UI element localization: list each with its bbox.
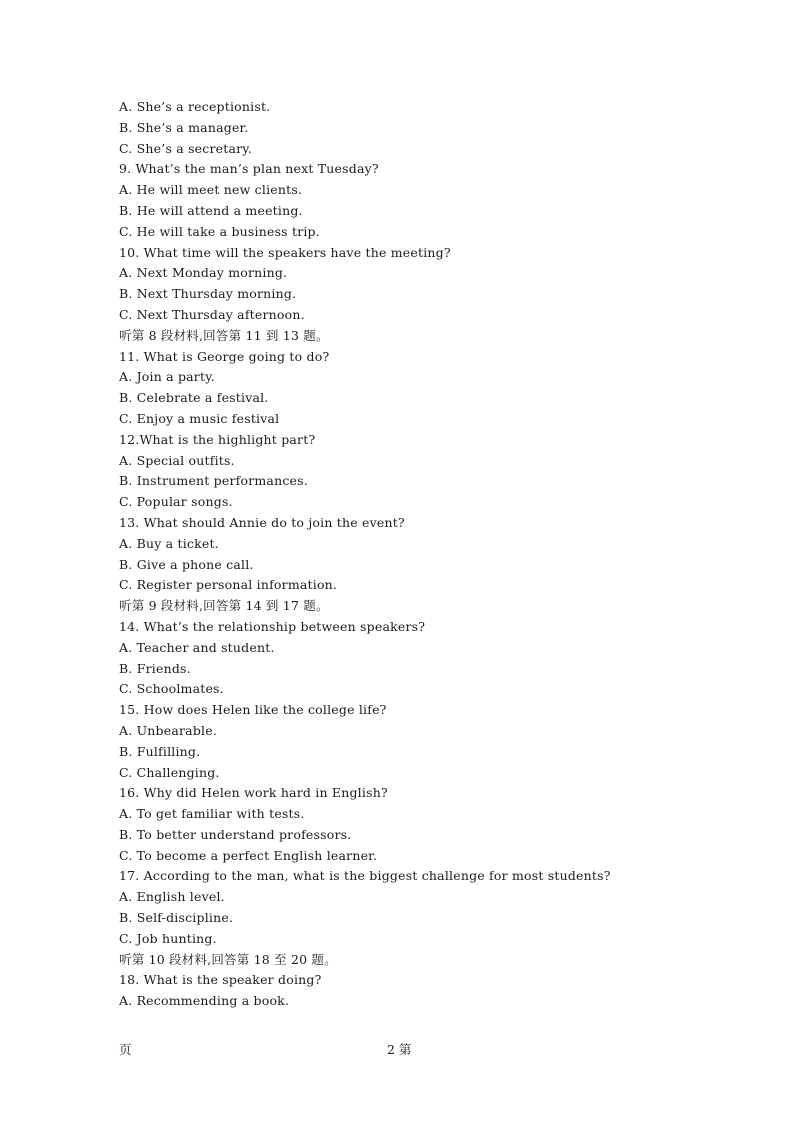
text-line: 14. What’s the relationship between speakers? <box>119 618 426 634</box>
text-line: 13. What should Annie do to join the event? <box>119 514 405 530</box>
text-line: C. He will take a business trip. <box>119 223 320 239</box>
text-line: A. He will meet new clients. <box>119 182 303 198</box>
text-line: A. To get familiar with tests. <box>119 806 305 822</box>
text-line: B. Self-discipline. <box>119 910 234 926</box>
text-line: C. She’s a secretary. <box>119 140 253 156</box>
text-line: 听第 8 段材料,回答第 11 到 13 题。 <box>119 327 329 343</box>
footer-page-number: 2 第 <box>387 1042 412 1057</box>
text-line: A. Teacher and student. <box>119 639 275 655</box>
text-line: C. To become a perfect English learner. <box>119 847 378 863</box>
text-line: A. English level. <box>119 889 225 905</box>
text-line: C. Job hunting. <box>119 930 217 946</box>
text-line: 10. What time will the speakers have the meeting? <box>119 244 451 260</box>
text-line: A. She’s a receptionist. <box>119 99 271 114</box>
text-line: C. Register personal information. <box>119 577 338 593</box>
text-line: A. Next Monday morning. <box>119 265 288 281</box>
text-line: 18. What is the speaker doing? <box>119 972 322 988</box>
text-line: A. Join a party. <box>119 369 215 385</box>
text-line: B. Friends. <box>119 660 191 676</box>
text-line: B. She’s a manager. <box>119 119 249 135</box>
text-line: B. He will attend a meeting. <box>119 202 303 218</box>
text-line: C. Popular songs. <box>119 494 233 510</box>
text-line: 17. According to the man, what is the biggest challenge for most students? <box>119 868 611 884</box>
text-line: 听第 9 段材料,回答第 14 到 17 题。 <box>119 598 329 614</box>
text-line: A. Recommending a book. <box>119 993 290 1009</box>
text-line: 16. Why did Helen work hard in English? <box>119 785 388 801</box>
text-line: B. Next Thursday morning. <box>119 286 297 302</box>
text-line: A. Special outfits. <box>119 452 235 468</box>
text-line: B. Fulfilling. <box>119 743 201 759</box>
text-line: C. Schoolmates. <box>119 681 224 697</box>
text-line: A. Buy a ticket. <box>119 535 219 551</box>
text-line: 11. What is George going to do? <box>119 348 330 364</box>
question-list <box>119 97 739 1012</box>
text-line: B. To better understand professors. <box>119 826 352 842</box>
text-line: 听第 10 段材料,回答第 18 至 20 题。 <box>119 951 337 967</box>
text-line: C. Challenging. <box>119 764 220 780</box>
footer-page-label: 页 <box>119 1042 132 1057</box>
text-line: C. Enjoy a music festival <box>119 410 280 426</box>
text-line: B. Give a phone call. <box>119 556 254 572</box>
text-line: C. Next Thursday afternoon. <box>119 306 305 322</box>
text-line: B. Celebrate a festival. <box>119 390 269 406</box>
text-line: B. Instrument performances. <box>119 473 308 489</box>
text-line: 15. How does Helen like the college life? <box>119 702 387 718</box>
text-line: 9. What’s the man’s plan next Tuesday? <box>119 161 379 177</box>
text-line: A. Unbearable. <box>119 722 218 738</box>
text-line: 12.What is the highlight part? <box>119 431 316 447</box>
